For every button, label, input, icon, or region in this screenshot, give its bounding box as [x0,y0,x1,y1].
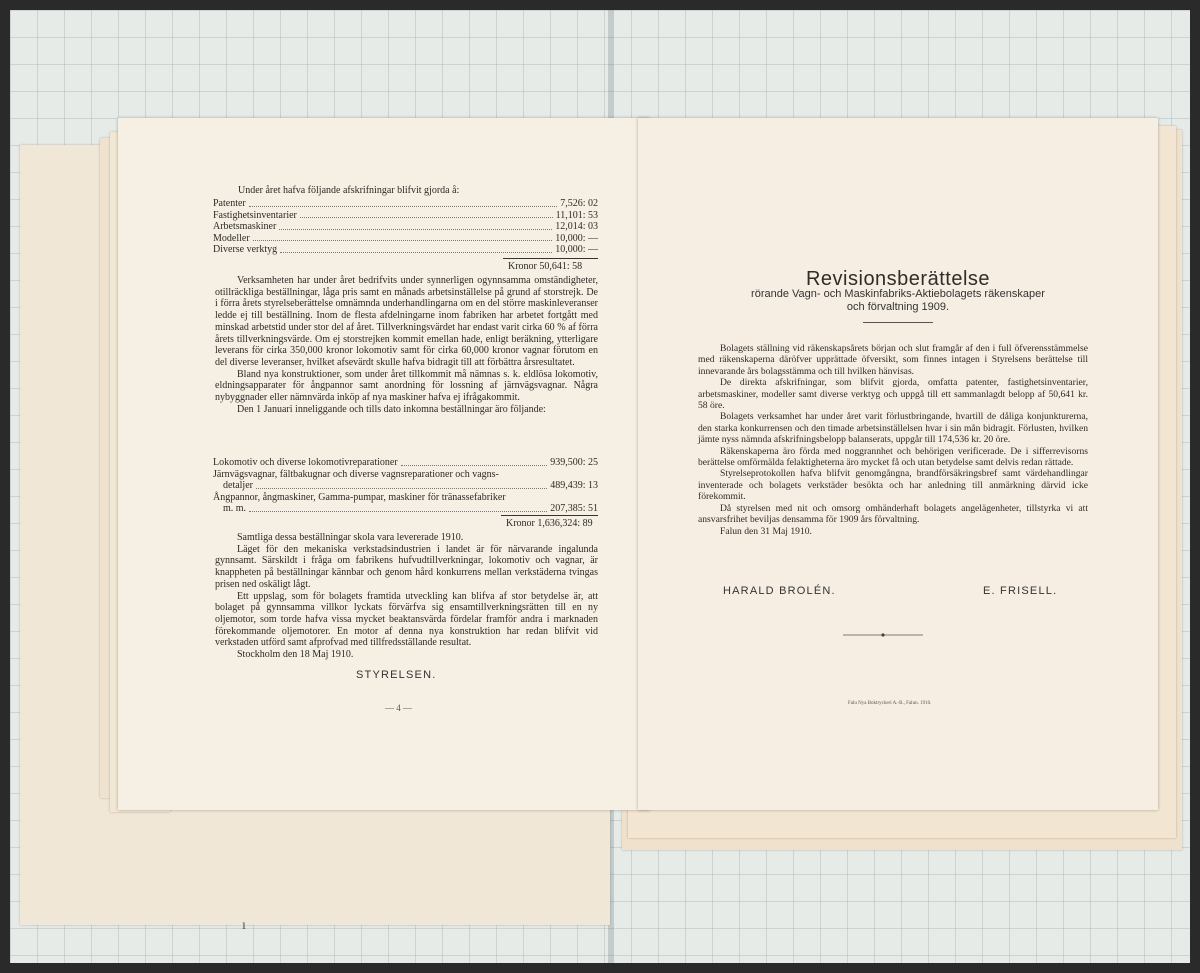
paragraph: Bolagets ställning vid räkenskapsårets början och slut framgår af den i full öfverensstämmelse med räkenskaperna däröfver upprättade öfversikt, som finnes intagen i Styrelsens berättelse till innevarande års bolagsstämma och till hvilken hänvisas. [698,343,1088,377]
title-rule [863,322,933,323]
text-block [215,532,598,661]
pencil-mark: ı [242,918,246,933]
table-row: Ångpannor, ångmaskiner, Gamma-pumpar, maskiner för tränassefabriker [213,491,506,503]
paragraph: Ett uppslag, som för bolagets framtida utveckling kan blifva af stor betydelse är, att bolaget på gynnsamma villkor lyckats förvärfva sig ensamtillverkningsrätten till en ny oljemotor, som torde hafva vissa mycket beaktansvärda fördelar framför andra i marknaden förekommande oljemotorer. En motor af denna nya konstruktion har redan blifvit vid verkstaden utförd samt afprofvad med tillfredsställande resultat. [215,590,598,649]
total-rule [501,515,598,516]
paragraph: Läget för den mekaniska verkstadsindustrien i landet är för närvarande ingalunda gynnsamt. Särskildt i fråga om fabrikens hufvudtillverkningar, lokomotiv och vagnar, är knappheten på beställningar kännbar och genom hård konkurrens mellan verkstäderna tvingas prisen ned oskäligt lågt. [215,543,598,590]
text-block [215,275,598,415]
table-row: Järnvägsvagnar, fältbakugnar och diverse vagnsreparationer och vagns- [213,468,499,480]
table-row: Diverse verktyg 10,000: — [213,244,598,255]
paragraph: De direkta afskrifningar, som blifvit gjorda, omfatta patenter, fastighetsinventarier, arbetsmaskiner, modeller samt diverse verktyg och uppgå till ett sammanlagdt belopp af 50,641 kr. 58 öre. [698,377,1088,412]
table-row: Lokomotiv och diverse lokomotivreparationer 939,500: 25 [213,457,598,468]
paragraph: Bland nya konstruktioner, som under året tillkommit må nämnas s. k. eldlösa lokomotiv, eldningsapparater för ångpannor samt anordning för lossning af järnvägsvagnar. Några nybyggnader eller nämnvärda inköp af nya maskiner hafva ej ifrågakommit. [215,368,598,404]
table-row: Arbetsmaskiner 12,014: 03 [213,221,598,232]
paragraph: Då styrelsen med nit och omsorg omhänderhaft bolagets angelägenheter, tillstyrka vi att ansvarsfrihet beviljas densamma för 1909 års förvaltning. [698,502,1088,526]
left-page [118,118,650,810]
right-page [638,118,1158,810]
table-row: Modeller 10,000: — [213,232,598,244]
orders-total: Kronor 1,636,324: 89 [506,518,593,529]
ornament-rule-icon [843,633,923,637]
report-subtitle: och förvaltning 1909. [846,301,950,313]
orders-table [213,457,598,515]
table-row: detaljer 489,439: 13 [223,480,598,491]
table-row: Patenter 7,526: 02 [213,198,598,209]
table-row: m. m. 207,385: 51 [223,503,598,514]
auditor-signature: E. FRISELL. [983,585,1058,597]
place-date: Stockholm den 18 Maj 1910. [237,649,354,661]
depreciation-total: Kronor 50,641: 58 [508,261,583,272]
printer-imprint: Falu Nya Boktryckeri A.-B., Falun. 1910. [848,701,932,706]
report-title: Revisionsberättelse [805,268,991,290]
paragraph: Räkenskaperna äro förda med noggrannhet och behörigen verificerade. De i sifferrevisorns berättelse omförmälda felaktigheterna äro mycket få och utan betydelse samt delvis redan rättade. [698,445,1088,469]
total-rule [503,258,598,259]
depreciation-intro: Under året hafva följande afskrifningar blifvit gjorda å: [238,185,460,196]
report-subtitle: rörande Vagn- och Maskinfabriks-Aktiebolagets räkenskaper [751,288,1045,300]
paragraph: Den 1 Januari inneliggande och tills dato inkomna beställningar äro följande: [237,403,546,415]
place-date: Falun den 31 Maj 1910. [720,525,812,537]
page-number: — 4 — [385,703,412,713]
board-signature: STYRELSEN. [356,669,437,681]
depreciation-table [213,198,598,256]
table-row: Fastighetsinventarier 11,101: 53 [213,209,598,221]
paragraph: Bolagets verksamhet har under året varit förlustbringande, hvartill de dåliga konjunkturerna, den starka konkurrensen och den timade arbetsinställelsen hvar i sin mån bidragit. Förlusten, hvilken jämte nyss nämnda afskrifningsbelopp balanserats, uppgår till 174,536 kr. 20 öre. [698,411,1088,446]
text-block [698,343,1088,537]
paragraph: Verksamheten har under året bedrifvits under synnerligen ogynnsamma omständigheter, otillräckliga beställningar, låga pris samt en månads arbetsinställelse på grund af storstrejk. De i förra årets styrelseberättelse omnämnda underhandlingarna om en del större maskinleveranser ledde ej till beställning. Inom de flesta afdelningarne inom fabriken har arbetet fortgått med minskad arbetstid under stor del af året. Tillverkningsvärdet har endast varit cirka 60 % af förra årets tillverkningsvärde. Om ej storstrejken kommit emellan hade, enligt beräkning, ytterligare leverans för cirka 350,000 kronor lokomotiv samt för cirka 60,000 kronor vagnar förutom en del diverse leveranser, hvilket afsevärdt skulle hafva bidragit till att förbättra årsresultatet. [215,275,598,368]
paragraph: Samtliga dessa beställningar skola vara levererade 1910. [237,532,464,543]
auditor-signature: HARALD BROLÉN. [723,585,836,597]
paragraph: Styrelseprotokollen hafva blifvit genomgångna, brandförsäkringsbref samt värdehandlingar inventerade och bolagets verkstäder besökta och har anledning till anmärkning därvid icke förekommit. [698,468,1088,503]
